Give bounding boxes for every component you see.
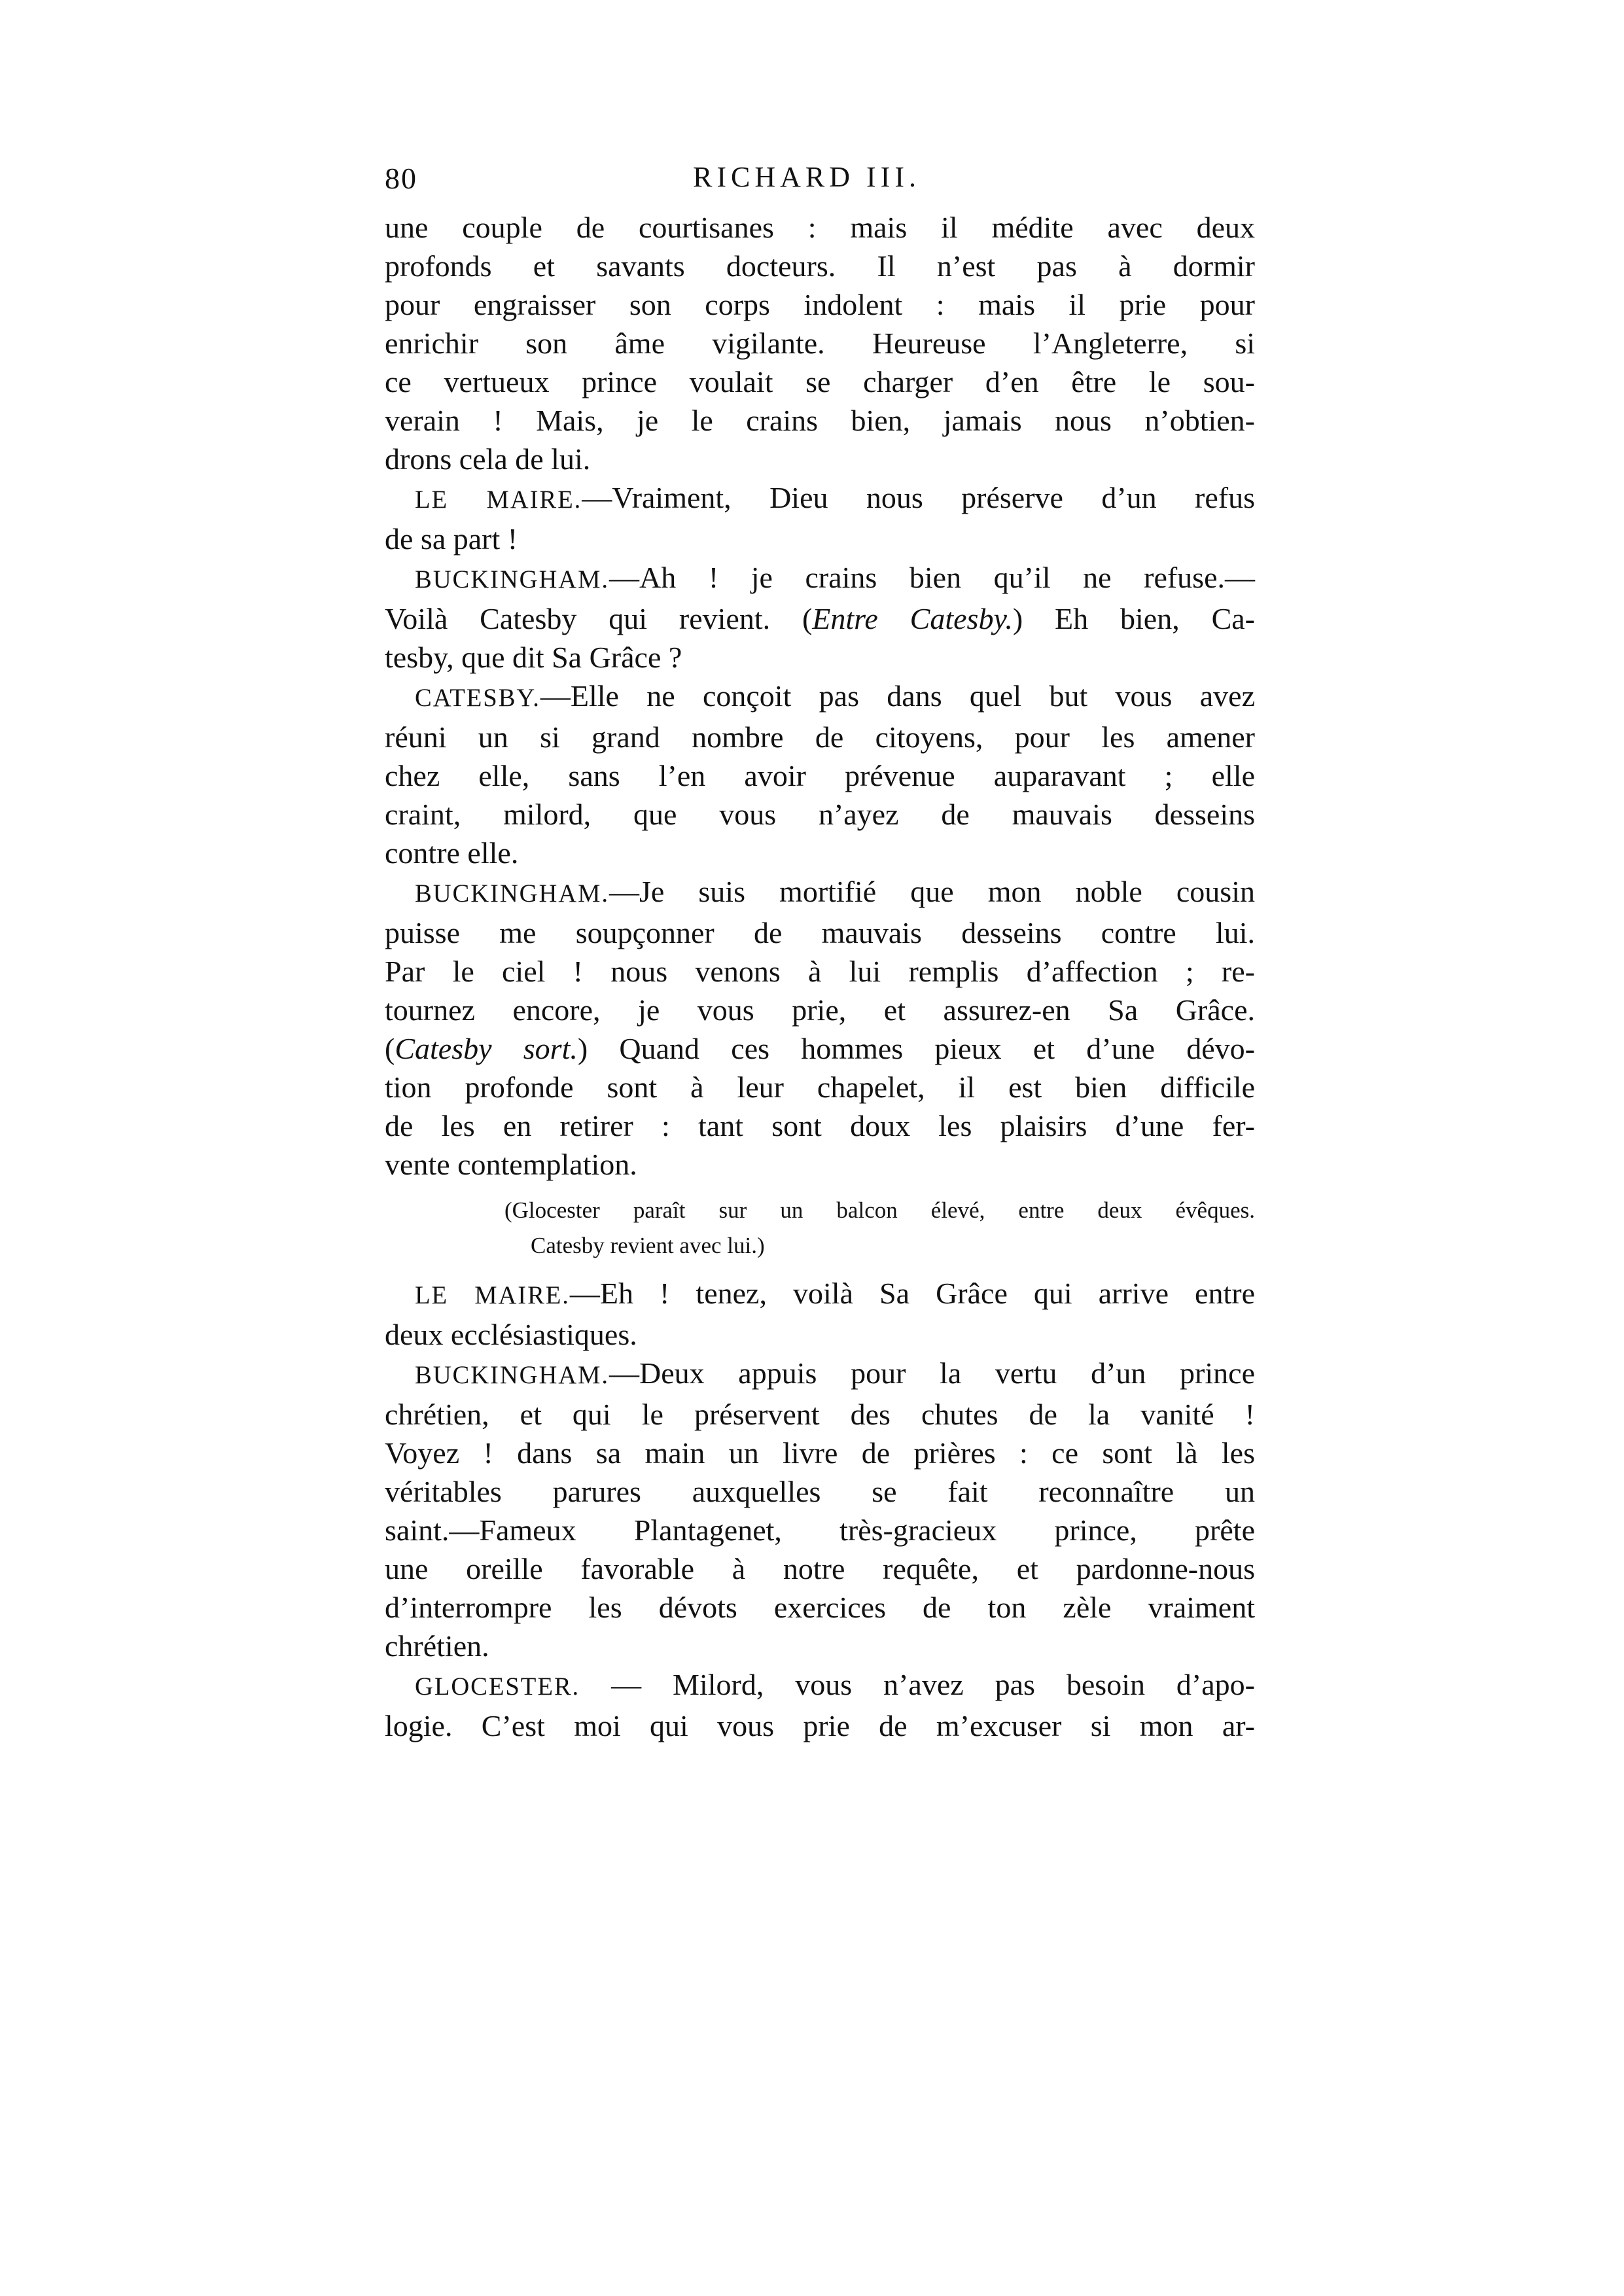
text-line <box>385 1145 1255 1184</box>
page-header <box>385 161 1255 202</box>
running-title: RICHARD III. <box>693 161 921 193</box>
text-line <box>385 362 1255 401</box>
text-segment: chrétien. <box>385 1629 489 1663</box>
text-line <box>385 1511 1255 1549</box>
text-line <box>385 520 1255 558</box>
text-segment: tion profonde sont à leur chapelet, il est bien difficile <box>385 1070 1255 1104</box>
text-segment: —Ah ! je crains bien qu’il ne refuse.— <box>609 561 1255 594</box>
text-line <box>385 401 1255 440</box>
text-segment: puisse me soupçonner de mauvais desseins contre lui. <box>385 916 1255 949</box>
text-segment: — Milord, vous n’avez pas besoin d’apo- <box>580 1668 1255 1701</box>
text-segment: Par le ciel ! nous venons à lui remplis d’affection ; re- <box>385 955 1255 988</box>
italic-stage-cue: Entre Catesby. <box>812 602 1013 635</box>
text-segment: saint.—Fameux Plantagenet, très-gracieux prince, prête <box>385 1513 1255 1547</box>
text-segment: verain ! Mais, je le crains bien, jamais nous n’obtien- <box>385 404 1255 437</box>
text-line <box>385 872 1255 913</box>
text-segment: —Je suis mortifié que mon noble cousin <box>609 875 1255 908</box>
text-line <box>385 1228 1255 1263</box>
text-line <box>385 285 1255 324</box>
text-line <box>385 1274 1255 1315</box>
text-line <box>385 1193 1255 1228</box>
text-line <box>385 1549 1255 1588</box>
text-line <box>385 1315 1255 1354</box>
text-line <box>385 208 1255 247</box>
text-segment: véritables parures auxquelles se fait reconnaître un <box>385 1475 1255 1508</box>
text-segment: une couple de courtisanes : mais il médite avec deux <box>385 211 1255 244</box>
speaker-name: LE MAIRE. <box>415 486 582 514</box>
speech-paragraph <box>385 872 1255 1184</box>
text-line <box>385 638 1255 677</box>
text-segment: contre elle. <box>385 836 519 870</box>
text-segment: ( <box>385 1032 395 1065</box>
text-line <box>385 834 1255 872</box>
speech-paragraph <box>385 1274 1255 1354</box>
speaker-name: LE MAIRE. <box>415 1282 570 1309</box>
text-segment: deux ecclésiastiques. <box>385 1318 637 1351</box>
text-line <box>385 440 1255 478</box>
stage-direction <box>385 1193 1255 1263</box>
text-line <box>385 1472 1255 1511</box>
text-segment: Voilà Catesby qui revient. ( <box>385 602 813 635</box>
text-segment: logie. C’est moi qui vous prie de m’excuser si mon ar- <box>385 1709 1255 1742</box>
text-segment: chez elle, sans l’en avoir prévenue auparavant ; elle <box>385 759 1255 792</box>
text-segment: craint, milord, que vous n’ayez de mauvais desseins <box>385 798 1255 831</box>
text-line <box>385 247 1255 285</box>
text-segment: —Deux appuis pour la vertu d’un prince <box>609 1356 1255 1390</box>
text-line <box>385 991 1255 1029</box>
text-segment: tournez encore, je vous prie, et assurez-en Sa Grâce. <box>385 993 1255 1027</box>
text-segment: de sa part ! <box>385 522 518 556</box>
text-line <box>385 1354 1255 1395</box>
text-line <box>385 756 1255 795</box>
text-line <box>385 558 1255 599</box>
text-segment: profonds et savants docteurs. Il n’est pas à dormir <box>385 249 1255 283</box>
text-line <box>385 1068 1255 1106</box>
text-segment: enrichir son âme vigilante. Heureuse l’Angleterre, si <box>385 327 1255 360</box>
page-number: 80 <box>385 162 417 195</box>
text-segment: Voyez ! dans sa main un livre de prières : ce sont là les <box>385 1436 1255 1470</box>
text-segment: vente contemplation. <box>385 1148 637 1181</box>
speech-paragraph <box>385 1665 1255 1745</box>
speaker-name: GLOCESTER. <box>415 1673 580 1701</box>
text-segment: —Elle ne conçoit pas dans quel but vous avez <box>540 679 1255 713</box>
text-segment: chrétien, et qui le préservent des chutes de la vanité ! <box>385 1398 1255 1431</box>
speaker-name: BUCKINGHAM. <box>415 1362 610 1389</box>
speech-paragraph <box>385 478 1255 558</box>
text-line <box>385 913 1255 952</box>
text-segment: de les en retirer : tant sont doux les plaisirs d’une fer- <box>385 1109 1255 1142</box>
text-line <box>385 677 1255 718</box>
text-line <box>385 478 1255 520</box>
text-segment: d’interrompre les dévots exercices de ton zèle vraiment <box>385 1591 1255 1624</box>
text-line <box>385 1029 1255 1068</box>
text-line <box>385 718 1255 756</box>
text-segment: ce vertueux prince voulait se charger d’en être le sou- <box>385 365 1255 398</box>
text-line <box>385 1106 1255 1145</box>
text-segment: drons cela de lui. <box>385 442 591 476</box>
text-line <box>385 1395 1255 1434</box>
text-segment: réuni un si grand nombre de citoyens, pour les amener <box>385 720 1255 754</box>
text-line <box>385 1665 1255 1706</box>
speech-paragraph <box>385 208 1255 478</box>
text-line <box>385 795 1255 834</box>
text-line <box>385 1706 1255 1745</box>
text-segment: (Glocester paraît sur un balcon élevé, entre deux évêques. <box>504 1197 1255 1223</box>
text-segment: —Vraiment, Dieu nous préserve d’un refus <box>582 481 1255 514</box>
text-segment: Catesby revient avec lui.) <box>531 1233 765 1258</box>
text-segment: une oreille favorable à notre requête, et pardonne-nous <box>385 1552 1255 1585</box>
text-segment: —Eh ! tenez, voilà Sa Grâce qui arrive entre <box>569 1277 1255 1310</box>
speech-paragraph <box>385 677 1255 872</box>
text-line <box>385 1627 1255 1665</box>
speaker-name: BUCKINGHAM. <box>415 880 610 908</box>
text-line <box>385 324 1255 362</box>
text-segment: tesby, que dit Sa Grâce ? <box>385 641 682 674</box>
text-line <box>385 952 1255 991</box>
text-segment: ) Quand ces hommes pieux et d’une dévo- <box>577 1032 1256 1065</box>
speech-paragraph <box>385 558 1255 677</box>
text-segment: pour engraisser son corps indolent : mais il prie pour <box>385 288 1255 321</box>
text-line <box>385 599 1255 638</box>
italic-stage-cue: Catesby sort. <box>395 1032 578 1065</box>
text-segment: ) Eh bien, Ca- <box>1012 602 1255 635</box>
speech-paragraph <box>385 1354 1255 1665</box>
text-block <box>385 208 1255 1745</box>
text-line <box>385 1434 1255 1472</box>
speaker-name: BUCKINGHAM. <box>415 566 610 593</box>
speaker-name: CATESBY. <box>415 684 540 712</box>
text-line <box>385 1588 1255 1627</box>
